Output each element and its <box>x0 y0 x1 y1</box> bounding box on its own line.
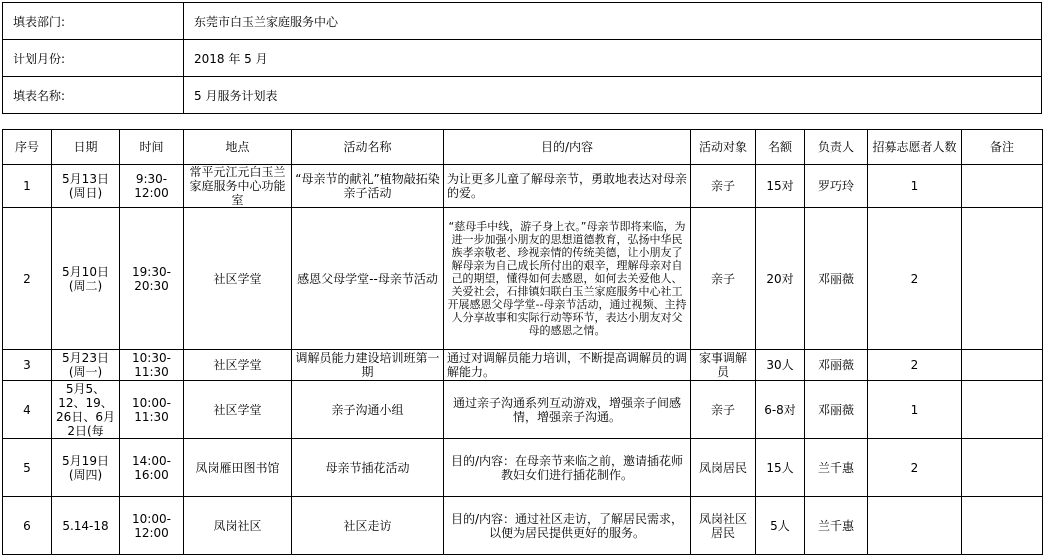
header-cell: 序号 <box>3 130 52 165</box>
cell-no: 2 <box>3 208 52 350</box>
cell-volunteers: 2 <box>868 208 962 350</box>
cell-target: 亲子 <box>691 381 756 439</box>
date-text: 5月5、12、19、26日、6月2日(每 <box>56 381 115 438</box>
cell-content: 通过对调解员能力培训，不断提高调解员的调解能力。 <box>444 350 691 381</box>
cell-target: 凤岗居民 <box>691 439 756 497</box>
info-row-month <box>3 40 1042 77</box>
cell-activity-name: 社区走访 <box>292 497 444 555</box>
cell-content: 目的/内容：在母亲节来临之前，邀请插花师教妇女们进行插花制作。 <box>444 439 691 497</box>
department-label: 填表部门: <box>3 3 184 40</box>
cell-time: 10:00-12:00 <box>120 497 184 555</box>
cell-time: 10:30-11:30 <box>120 350 184 381</box>
cell-time: 9:30-12:00 <box>120 165 184 208</box>
cell-content: 目的/内容：通过社区走访，了解居民需求，以便为居民提供更好的服务。 <box>444 497 691 555</box>
header-cell: 地点 <box>184 130 292 165</box>
info-row-department <box>3 3 1042 40</box>
cell-target: 凤岗社区居民 <box>691 497 756 555</box>
form-value: 5 月服务计划表 <box>184 77 1042 114</box>
cell-place: 凤岗社区 <box>184 497 292 555</box>
header-cell: 目的/内容 <box>444 130 691 165</box>
content-text: “慈母手中线，游子身上衣。”母亲节即将来临，为进一步加强小朋友的思想道德教育，弘扬中华民族孝亲敬老、珍视亲情的传统美德，让小朋友了解母亲为自己成长所付出的艰辛，理解母亲对自己的期望，懂得如何去感恩，如何去关爱他人、关爱社会，石排镇妇联白玉兰家庭服务中心社工开展感恩父母学堂--母亲节活动，通过视频、主持人分享故事和实际行动等环节，表达小朋友对父母的感恩之情。 <box>447 220 687 337</box>
header-cell: 日期 <box>52 130 120 165</box>
table-row <box>3 208 1043 350</box>
header-cell: 负责人 <box>805 130 868 165</box>
table-row <box>3 165 1043 208</box>
cell-place: 社区学堂 <box>184 381 292 439</box>
cell-quota: 15人 <box>756 439 805 497</box>
service-plan-table <box>2 129 1043 555</box>
cell-remark <box>962 497 1043 555</box>
cell-volunteers <box>868 497 962 555</box>
table-row <box>3 497 1043 555</box>
cell-activity-name: 亲子沟通小组 <box>292 381 444 439</box>
cell-quota: 30人 <box>756 350 805 381</box>
header-cell: 时间 <box>120 130 184 165</box>
cell-place: 社区学堂 <box>184 208 292 350</box>
cell-place: 社区学堂 <box>184 350 292 381</box>
cell-volunteers: 1 <box>868 165 962 208</box>
cell-no: 4 <box>3 381 52 439</box>
cell-no: 6 <box>3 497 52 555</box>
table-header-row <box>3 130 1043 165</box>
cell-leader: 邓丽薇 <box>805 208 868 350</box>
cell-quota: 20对 <box>756 208 805 350</box>
info-table <box>2 2 1042 114</box>
cell-date: 5月19日(周四) <box>52 439 120 497</box>
cell-leader: 邓丽薇 <box>805 381 868 439</box>
cell-date: 5月13日(周日) <box>52 165 120 208</box>
cell-quota: 6-8对 <box>756 381 805 439</box>
cell-volunteers: 1 <box>868 381 962 439</box>
cell-leader: 兰千惠 <box>805 497 868 555</box>
cell-date: 5月10日(周二) <box>52 208 120 350</box>
cell-target: 亲子 <box>691 208 756 350</box>
cell-activity-name: “母亲节的献礼”植物敲拓染亲子活动 <box>292 165 444 208</box>
cell-target: 亲子 <box>691 165 756 208</box>
cell-date: 5.14-18 <box>52 497 120 555</box>
cell-leader: 邓丽薇 <box>805 350 868 381</box>
cell-remark <box>962 439 1043 497</box>
form-label: 填表名称: <box>3 77 184 114</box>
header-cell: 招募志愿者人数 <box>868 130 962 165</box>
cell-activity-name: 感恩父母学堂--母亲节活动 <box>292 208 444 350</box>
cell-remark <box>962 350 1043 381</box>
cell-date: 5月23日(周一) <box>52 350 120 381</box>
cell-place: 凤岗雁田图书馆 <box>184 439 292 497</box>
cell-time: 19:30-20:30 <box>120 208 184 350</box>
info-row-form <box>3 77 1042 114</box>
department-value: 东莞市白玉兰家庭服务中心 <box>184 3 1042 40</box>
table-row <box>3 381 1043 439</box>
cell-remark <box>962 208 1043 350</box>
cell-content <box>444 208 691 350</box>
cell-no: 3 <box>3 350 52 381</box>
header-cell: 活动对象 <box>691 130 756 165</box>
month-label: 计划月份: <box>3 40 184 77</box>
header-cell: 活动名称 <box>292 130 444 165</box>
cell-volunteers: 2 <box>868 439 962 497</box>
cell-activity-name: 母亲节插花活动 <box>292 439 444 497</box>
cell-leader: 兰千惠 <box>805 439 868 497</box>
header-cell: 备注 <box>962 130 1043 165</box>
cell-volunteers: 2 <box>868 350 962 381</box>
cell-time: 14:00-16:00 <box>120 439 184 497</box>
cell-target: 家事调解员 <box>691 350 756 381</box>
cell-time: 10:00-11:30 <box>120 381 184 439</box>
cell-remark <box>962 165 1043 208</box>
cell-quota: 15对 <box>756 165 805 208</box>
cell-leader: 罗巧玲 <box>805 165 868 208</box>
table-row <box>3 350 1043 381</box>
cell-remark <box>962 381 1043 439</box>
table-row <box>3 439 1043 497</box>
cell-no: 1 <box>3 165 52 208</box>
cell-date <box>52 381 120 439</box>
cell-content: 为让更多儿童了解母亲节，勇敢地表达对母亲的爱。 <box>444 165 691 208</box>
cell-content: 通过亲子沟通系列互动游戏，增强亲子间感情，增强亲子沟通。 <box>444 381 691 439</box>
month-value: 2018 年 5 月 <box>184 40 1042 77</box>
cell-activity-name: 调解员能力建设培训班第一期 <box>292 350 444 381</box>
cell-place: 常平元江元白玉兰家庭服务中心功能室 <box>184 165 292 208</box>
cell-quota: 5人 <box>756 497 805 555</box>
cell-no: 5 <box>3 439 52 497</box>
header-cell: 名额 <box>756 130 805 165</box>
